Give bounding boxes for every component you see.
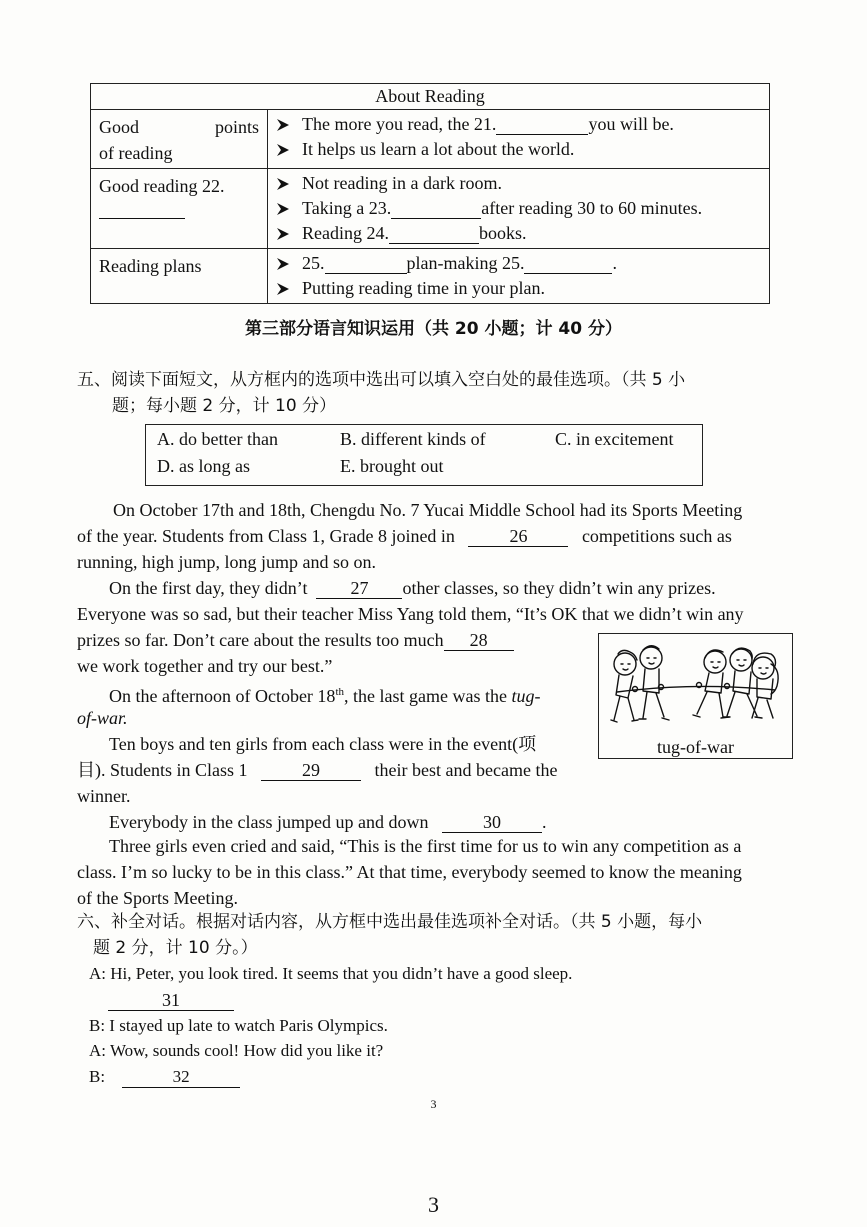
tug-of-war-illustration [599,634,789,734]
arrowhead-bullet-icon [276,282,302,296]
answer-blank-25b[interactable] [524,254,612,274]
arrowhead-bullet-icon [276,202,302,216]
answer-blank-27[interactable]: 27 [316,578,402,599]
arrowhead-bullet-icon [276,143,302,157]
table-row [91,249,770,304]
answer-blank-30[interactable]: 30 [442,812,542,833]
passage-line: Three girls even cried and said, “This is the first time for us to win any competition as a [109,836,742,856]
passage-line: Ten boys and ten girls from each class were in the event(项 [109,734,537,754]
answer-blank-23[interactable] [391,199,481,219]
answer-blank-32[interactable]: 32 [122,1067,240,1088]
tug-of-war-figure [598,633,793,759]
section-title: 第三部分语言知识运用（共 20 小题；计 40 分） [245,319,622,339]
option-a: A. do better than [157,429,278,449]
dialogue-line: A: Wow, sounds cool! How did you like it? [89,1041,384,1060]
passage-line: 目). Students in Class 1 29 their best and became the [77,760,558,780]
passage-line: class. I’m so lucky to be in this class.” At that time, everybody seemed to know the meaning [77,862,742,882]
passage-line: On the afternoon of October 18th, the last game was the tug- [109,686,541,706]
arrowhead-bullet-icon [276,177,302,191]
part5-heading-line1: 五、阅读下面短文，从方框内的选项中选出可以填入空白处的最佳选项。（共 5 小 [77,370,686,390]
table-row [91,110,770,169]
part6-heading-line1: 六、补全对话。根据对话内容，从方框中选出最佳选项补全对话。（共 5 小题，每小 [77,912,703,932]
list-item: It helps us learn a lot about the world. [276,137,763,162]
row-items [268,110,770,169]
row-items [268,249,770,304]
answer-blank-21[interactable] [496,115,588,135]
passage-line: On the first day, they didn’t 27 other classes, so they didn’t win any prizes. [109,578,716,598]
dialogue-line [108,987,234,1013]
label-word: of reading [99,143,173,163]
option-b: B. different kinds of [340,429,486,449]
answer-blank-24[interactable] [389,224,479,244]
passage-line: On October 17th and 18th, Chengdu No. 7 Yucai Middle School had its Sports Meeting [113,500,743,520]
part5-heading-line2: 题；每小题 2 分，计 10 分） [112,396,337,416]
part6-heading-line2: 题 2 分，计 10 分。） [93,938,258,958]
label-word: points [214,117,259,137]
option-c: C. in excitement [555,429,674,449]
answer-blank-26[interactable]: 26 [468,526,568,547]
passage-line: of-war. [77,708,128,728]
page-number: 3 [428,1192,439,1217]
passage-line: of the year. Students from Class 1, Grade 8 joined in 26 competitions such as [77,526,732,546]
answer-blank-25a[interactable] [325,254,407,274]
label-word: Good [99,117,139,137]
arrowhead-bullet-icon [276,257,302,271]
options-box [145,424,703,486]
label-word: Reading plans [99,256,202,276]
list-item: The more you read, the 21. you will be. [276,112,763,137]
label-word: Good reading 22. [99,176,225,196]
table-title: About Reading [91,84,770,110]
about-reading-table [90,83,770,304]
answer-blank-29[interactable]: 29 [261,760,361,781]
dialogue-line: A: Hi, Peter, you look tired. It seems that you didn’t have a good sleep. [89,964,573,983]
passage-line: running, high jump, long jump and so on. [77,552,376,572]
page-number-small: 3 [430,1097,437,1111]
passage-line: Everyone was so sad, but their teacher Miss Yang told them, “It’s OK that we didn’t win any [77,604,744,624]
passage-line: we work together and try our best.” [77,656,333,676]
option-d: D. as long as [157,456,250,476]
row-items [268,169,770,249]
list-item: Taking a 23. after reading 30 to 60 minutes. [276,196,763,221]
row-label [91,110,268,169]
arrowhead-bullet-icon [276,118,302,132]
answer-blank-22[interactable] [99,199,185,219]
list-item: Reading 24. books. [276,221,763,246]
row-label [91,169,268,249]
list-item: 25. plan-making 25. . [276,251,763,276]
passage-line: prizes so far. Don’t care about the results too much 28 [77,627,514,653]
dialogue-line: B: 32 [89,1064,240,1090]
option-e: E. brought out [340,456,444,476]
figure-caption: tug-of-war [657,737,734,757]
arrowhead-bullet-icon [276,227,302,241]
dialogue-line: B: I stayed up late to watch Paris Olympics. [89,1016,388,1035]
passage-line: Everybody in the class jumped up and down 30 . [109,812,547,832]
list-item: Putting reading time in your plan. [276,276,763,301]
row-label [91,249,268,304]
answer-blank-31[interactable]: 31 [108,990,234,1011]
list-item: Not reading in a dark room. [276,171,763,196]
passage-line: of the Sports Meeting. [77,888,238,908]
passage-line: winner. [77,786,131,806]
table-row [91,169,770,249]
answer-blank-28[interactable]: 28 [444,630,514,651]
